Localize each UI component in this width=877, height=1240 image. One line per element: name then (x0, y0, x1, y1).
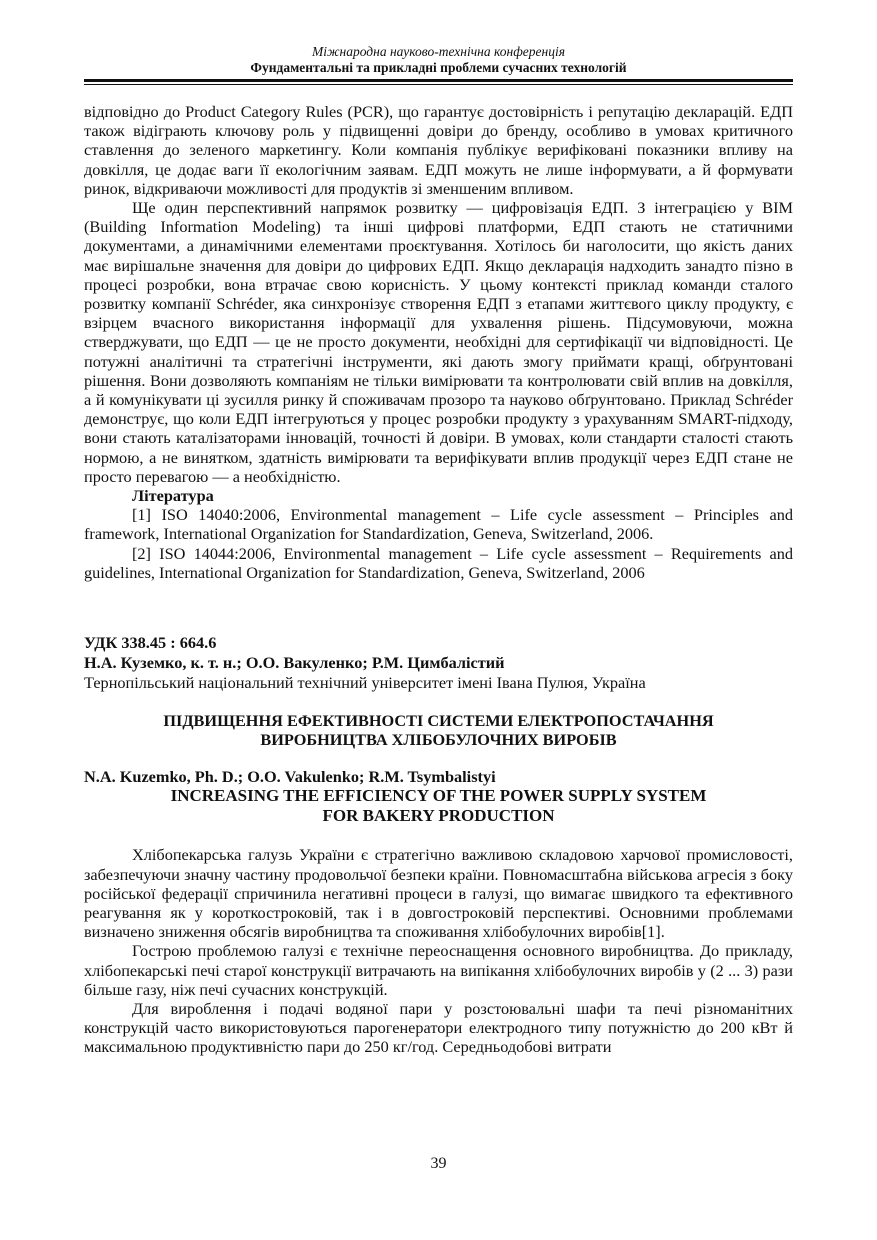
prev-paragraph-digitalization: Ще один перспективний напрямок розвитку — цифровізація ЕДП. З інтеграцією у BIM (Building Information Modeling) та інші цифрові платформи, ЕДП стають не статичними документами, а динамічними елементами проєктування. Хотілось би наголосити, що якість даних має вирішальне значення для довіри до цифрових ЕДП. Якщо декларація надходить занадто пізно в процесі розробки, вона втрачає свою корисність. У цьому контексті приклад команди сталого розвитку компанії Schréder, яка синхронізує створення ЕДП з етапами життєвого циклу продукту, є взірцем вчасного використання інформації для ухвалення рішень. Підсумовуючи, можна стверджувати, що ЕДП — це не просто документи, необхідні для сертифікації чи відповідності. Це потужні аналітичні та стратегічні інструменти, які дають змогу приймати кращі, обґрунтовані рішення. Вони дозволяють компаніям не тільки вимірювати та контролювати свій вплив на довкілля, а й комунікувати ці зусилля ринку й споживачам прозоро та науково обґрунтовано. Приклад Schréder демонструє, що коли ЕДП інтегруються у процес розробки продукту з урахуванням SMART-підходу, вони стають каталізаторами інновацій, точності й довіри. В умовах, коли стандарти сталості стають нормою, а не винятком, здатність вимірювати та верифікувати вплив продукції через ЕДП стане не просто перевагою — а необхідністю. (84, 198, 793, 486)
prev-paragraph-continued: відповідно до Product Category Rules (PCR), що гарантує достовірність і репутацію декларацій. ЕДП також відіграють ключову роль у підвищенні довіри до бренду, особливо в умовах критичного ставлення до зеленого маркетингу. Коли компанія публікує верифіковані показники впливу на довкілля, це додає ваги її екологічним заявам. ЕДП можуть не лише інформувати, а й формувати ринок, відкриваючи можливості для продуктів зі зменшеним впливом. (84, 102, 793, 198)
authors-en: N.A. Kuzemko, Ph. D.; O.O. Vakulenko; R.M. Tsymbalistyi (84, 767, 496, 787)
conference-title: Фундаментальні та прикладні проблеми сучасних технологій (250, 60, 627, 75)
affiliation: Тернопільський національний технічний університет імені Івана Пулюя, Україна (84, 673, 646, 693)
literature-heading: Література (132, 486, 214, 506)
article-title-ua (84, 711, 793, 749)
header-rule-thin (84, 84, 793, 85)
article-paragraph: Для вироблення і подачі водяної пари у розстоювальні шафи та печі різноманітних конструкцій часто використовуються парогенератори електродного типу потужністю до 200 кВт й максимальною продуктивністю пари до 250 кг/год. Середньодобові витрати (84, 998, 793, 1057)
title-ua-line: ПІДВИЩЕННЯ ЕФЕКТИВНОСТІ СИСТЕМИ ЕЛЕКТРОПОСТАЧАННЯ (163, 710, 714, 730)
udk-code: УДК 338.45 : 664.6 (84, 633, 217, 653)
article-paragraph: Хлібопекарська галузь України є стратегічно важливою складовою харчової промисловості, забезпечуючи значну частину продовольчої безпеки країни. Повномасштабна військова агресія з боку російської федерації спричинила негативні процеси в галузі, що вимагає швидкого та ефективного реагування як у короткостроковій, так і в довгостроковій перспективі. Основними проблемами визначено зниження обсягів виробництва та споживання хлібобулочних виробів[1]. (84, 845, 793, 942)
authors-ua: Н.А. Куземко, к. т. н.; О.О. Вакуленко; Р.М. Цимбалістий (84, 653, 505, 673)
running-header (84, 44, 793, 85)
page (84, 40, 793, 1057)
header-rule-thick (84, 79, 793, 82)
conference-name: Міжнародна науково-технічна конференція (311, 44, 566, 59)
article-paragraph: Гострою проблемою галузі є технічне переоснащення основного виробництва. До прикладу, хлібопекарські печі старої конструкції витрачають на випікання хлібобулочних виробів у (2 ... 3) рази більше газу, ніж печі сучасних конструкцій. (84, 941, 793, 999)
reference-item: [1] ISO 14040:2006, Environmental management – Life cycle assessment – Principles and framework, International Organization for Standardization, Geneva, Switzerland, 2006. (84, 505, 793, 544)
title-en-line: INCREASING THE EFFICIENCY OF THE POWER SUPPLY SYSTEM (170, 786, 707, 806)
article-title-en (84, 786, 793, 826)
article-text (84, 845, 793, 1056)
title-en-line: FOR BAKERY PRODUCTION (322, 806, 555, 826)
page-number: 39 (430, 1155, 447, 1172)
page-body (84, 102, 793, 1057)
title-ua-line: ВИРОБНИЦТВА ХЛІБОБУЛОЧНИХ ВИРОБІВ (260, 729, 617, 749)
reference-item: [2] ISO 14044:2006, Environmental management – Life cycle assessment – Requirements and guidelines, International Organization for Standardization, Geneva, Switzerland, 2006 (84, 543, 793, 582)
